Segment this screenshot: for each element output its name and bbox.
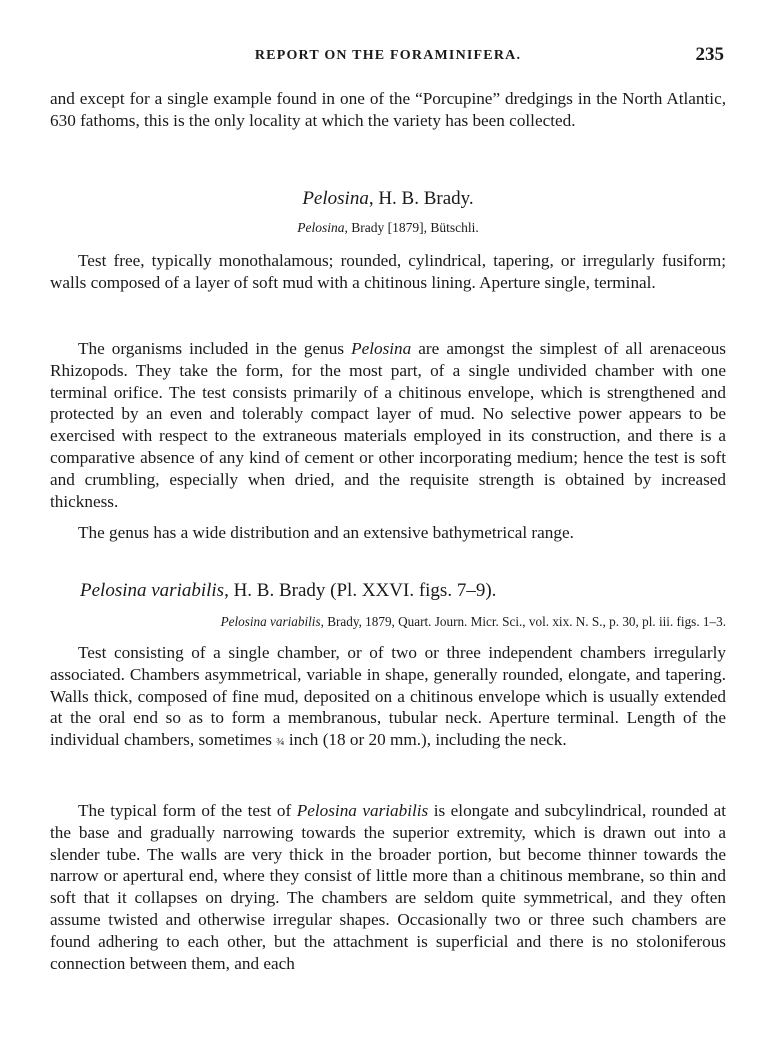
typical-form-paragraph bbox=[50, 800, 726, 974]
organisms-paragraph bbox=[50, 338, 726, 512]
species-desc-post: inch (18 or 20 mm.), including the neck. bbox=[284, 730, 567, 750]
genus-heading bbox=[50, 188, 726, 210]
species-name: Pelosina variabilis bbox=[80, 580, 225, 601]
species-description bbox=[50, 642, 726, 754]
genus-name: Pelosina bbox=[302, 188, 369, 209]
distribution-paragraph: The genus has a wide distribution and an extensive bathymetrical range. bbox=[78, 523, 574, 542]
species-heading bbox=[80, 580, 496, 602]
running-head bbox=[50, 44, 726, 68]
typical-species: Pelosina variabilis bbox=[296, 801, 429, 820]
species-desc-pre: Test consisting of a single chamber, or of two or three independent chambers irregularly associated. Chambers asymmetrical, variable in shape, generally rounded, elongate, and tapering. Walls thick, composed of fine mud, deposited on a chitinous envelope which is usually extended at the oral end so as to form a membranous, tubular neck. Aperture terminal. Length of the individual chambers, sometimes bbox=[50, 643, 726, 750]
genus-synonymy bbox=[50, 220, 726, 236]
typical-post: is elongate and subcylindrical, rounded at the base and gradually narrowing towards the superior extremity, which is drawn out into a slender tube. The walls are very thick in the broader portion, but become thinner towards the narrow or apertural end, where they consist of little more than a chitinous membrane, so thin and soft that it collapses on drying. The chambers are seldom quite symmetrical, and they often assume twisted and otherwise irregular shapes. Occasionally two or three such chambers are found adhering to each other, but the attachment is superficial and there is no stoloniferous connection between them, and each bbox=[50, 801, 726, 973]
organisms-genus: Pelosina bbox=[351, 339, 412, 358]
page-number: 235 bbox=[695, 44, 724, 65]
genus-author: , H. B. Brady. bbox=[368, 188, 474, 209]
fraction: ¾ bbox=[276, 736, 285, 749]
species-syn-rest: , Brady, 1879, Quart. Journ. Micr. Sci., vol. xix. N. S., p. 30, pl. iii. figs. 1–3. bbox=[320, 614, 726, 629]
typical-pre: The typical form of the test of bbox=[78, 801, 297, 820]
organisms-post: are amongst the simplest of all arenaceous Rhizopods. They take the form, for the most part, of a single undivided chamber with one terminal orifice. The test consists primarily of a chitinous envelope, which is strengthened and protected by an even and tolerably compact layer of mud. No selective power appears to be exercised with respect to the extraneous materials employed in its construction, and there is a comparative absence of any kind of cement or other incorporating medium; hence the test is soft and crumbling, especially when dried, and the requisite strength is obtained by increased thickness. bbox=[50, 339, 726, 511]
genus-syn-rest: , Brady [1879], Bütschli. bbox=[344, 220, 479, 235]
continuation-paragraph: and except for a single example found in one of the “Porcupine” dredgings in the North Atlantic, 630 fathoms, this is the only locality at which the variety has been collected. bbox=[50, 89, 726, 130]
organisms-pre: The organisms included in the genus bbox=[78, 339, 352, 358]
species-synonymy bbox=[221, 614, 726, 630]
genus-syn-name: Pelosina bbox=[297, 220, 345, 235]
species-syn-name: Pelosina variabilis bbox=[220, 614, 321, 629]
genus-diagnosis: Test free, typically monothalamous; rounded, cylindrical, tapering, or irregularly fusiform; walls composed of a layer of soft mud with a chitinous lining. Aperture single, terminal. bbox=[50, 251, 726, 292]
species-author: , H. B. Brady (Pl. XXVI. figs. 7–9). bbox=[224, 580, 497, 601]
running-title: REPORT ON THE FORAMINIFERA. bbox=[254, 48, 522, 63]
